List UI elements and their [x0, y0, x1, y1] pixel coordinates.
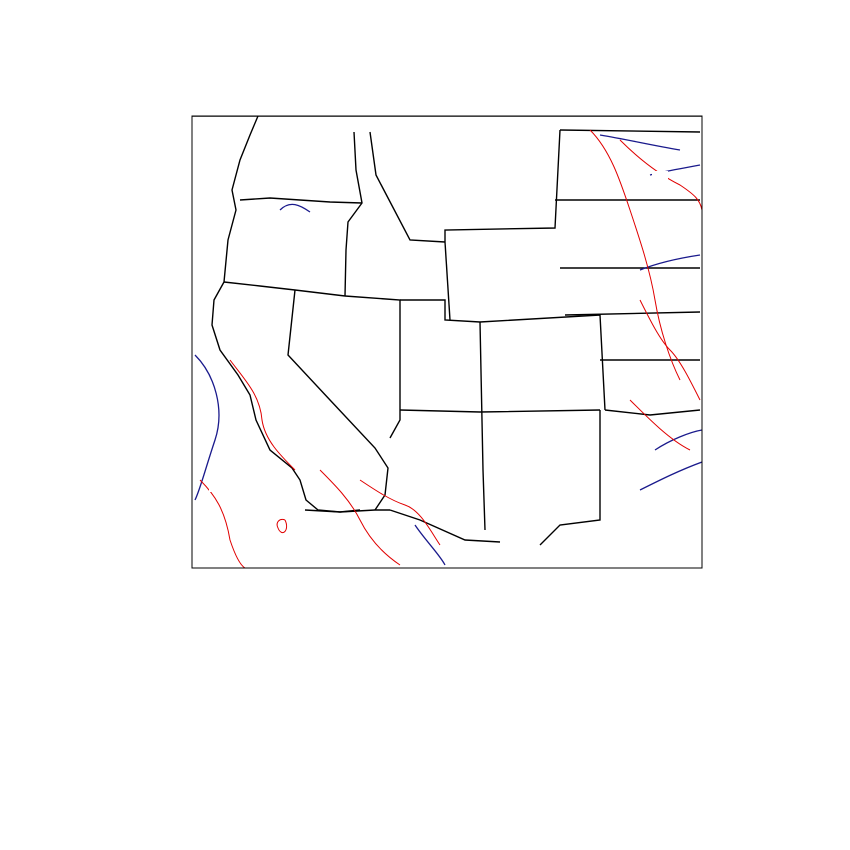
- temperature-contours: [200, 130, 702, 568]
- map-frame: [192, 116, 702, 568]
- state-borders: [192, 116, 702, 545]
- map-content: [192, 116, 702, 568]
